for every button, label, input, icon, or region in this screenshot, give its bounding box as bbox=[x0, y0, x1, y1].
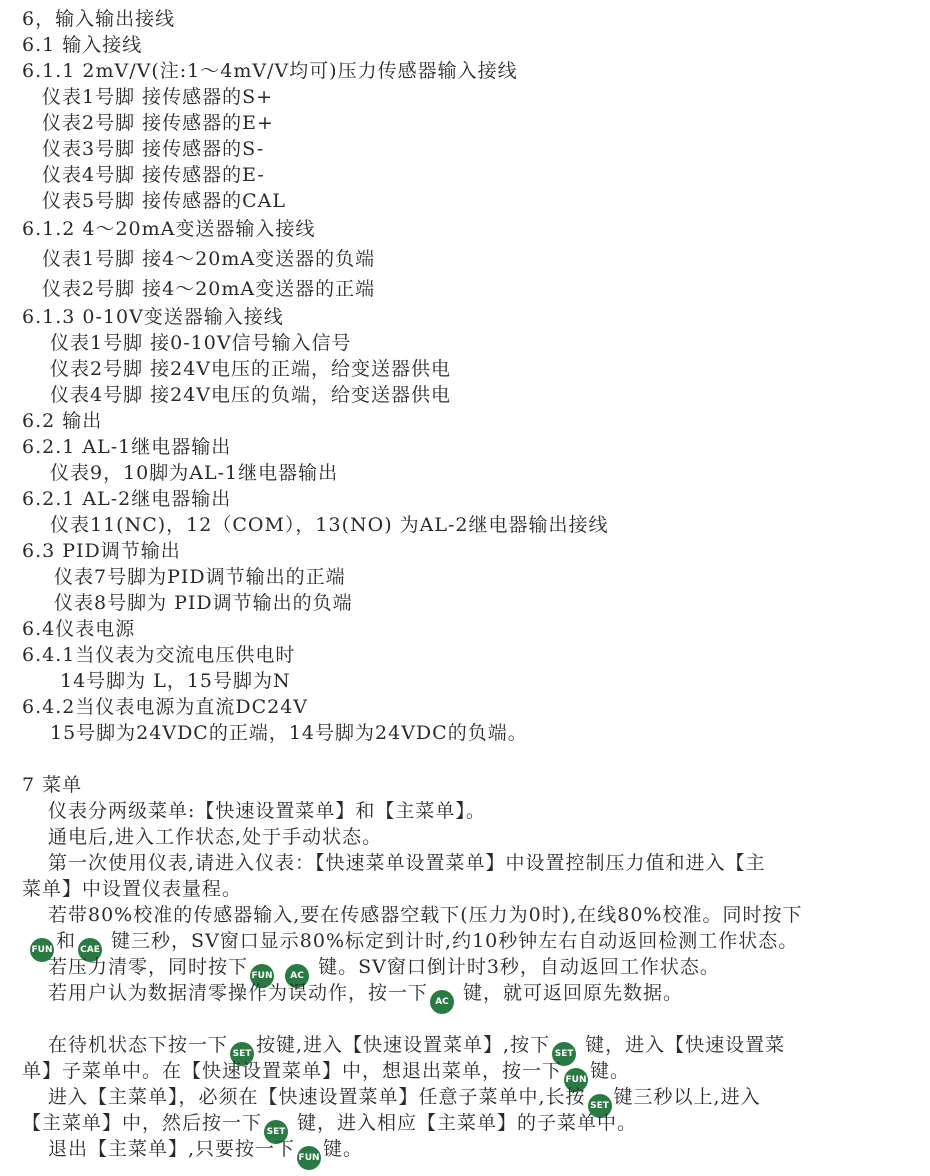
text-line: 仪表7号脚为PID调节输出的正端 bbox=[54, 566, 346, 588]
text-span: 若用户认为数据清零操作为误动作，按一下 bbox=[48, 982, 429, 1004]
fun-key-icon: FUN bbox=[564, 1068, 588, 1092]
set-key-icon: SET bbox=[552, 1042, 576, 1066]
section-6-2-heading: 6.2 输出 bbox=[22, 410, 103, 432]
text-span: 键。 bbox=[323, 1138, 364, 1160]
text-span: 按键,进入【快速设置菜单】,按下 bbox=[256, 1034, 551, 1056]
text-span: 键，进入【快速设置菜 bbox=[578, 1034, 786, 1056]
text-line: 仪表1号脚 接4～20mA变送器的负端 bbox=[42, 248, 376, 270]
section-6-3-heading: 6.3 PID调节输出 bbox=[22, 540, 181, 562]
text-line: 仪表8号脚为 PID调节输出的负端 bbox=[54, 592, 353, 614]
text-line bbox=[48, 981, 683, 1014]
section-6-4-2-heading: 6.4.2当仪表电源为直流DC24V bbox=[22, 696, 309, 718]
section-6-1-2-heading: 6.1.2 4～20mA变送器输入接线 bbox=[22, 218, 316, 240]
text-line: 仪表2号脚 接传感器的E+ bbox=[42, 112, 274, 134]
text-span: 若压力清零，同时按下 bbox=[48, 956, 249, 978]
text-line: 仪表1号脚 接传感器的S+ bbox=[42, 86, 274, 108]
section-6-1-heading: 6.1 输入接线 bbox=[22, 34, 143, 56]
text-line: 仪表4号脚 接传感器的E- bbox=[42, 164, 265, 186]
text-span: 退出【主菜单】,只要按一下 bbox=[48, 1138, 296, 1160]
text-line: 仪表分两级菜单:【快速设置菜单】和【主菜单】。 bbox=[48, 800, 486, 822]
text-span: 键三秒以上,进入 bbox=[613, 1086, 761, 1108]
text-span: 在待机状态下按一下 bbox=[48, 1034, 229, 1056]
fun-key-icon: FUN bbox=[30, 938, 54, 962]
text-line: 仪表1号脚 接0-10V信号输入信号 bbox=[50, 332, 352, 354]
text-line: 仪表9，10脚为AL-1继电器输出 bbox=[50, 462, 339, 484]
section-6-4-heading: 6.4仪表电源 bbox=[22, 618, 136, 640]
text-line: 14号脚为 L，15号脚为N bbox=[60, 670, 291, 692]
section-6-2-1b-heading: 6.2.1 AL-2继电器输出 bbox=[22, 488, 232, 510]
text-span: 键，就可返回原先数据。 bbox=[456, 982, 684, 1004]
ac-key-icon: AC bbox=[285, 964, 309, 988]
text-span: 【主菜单】中，然后按一下 bbox=[22, 1112, 263, 1134]
text-line: 仪表2号脚 接24V电压的正端，给变送器供电 bbox=[50, 358, 452, 380]
text-span: 和 bbox=[56, 930, 77, 952]
text-line: 仪表11(NC)，12（COM），13(NO) 为AL-2继电器输出接线 bbox=[50, 514, 609, 536]
text-span: 键，进入相应【主菜单】的子菜单中。 bbox=[290, 1112, 638, 1134]
section-6-2-1-heading: 6.2.1 AL-1继电器输出 bbox=[22, 436, 232, 458]
text-line: 仪表2号脚 接4～20mA变送器的正端 bbox=[42, 278, 376, 300]
text-line: 仪表4号脚 接24V电压的负端，给变送器供电 bbox=[50, 384, 452, 406]
text-line: 通电后,进入工作状态,处于手动状态。 bbox=[48, 826, 383, 848]
section-7-heading: 7 菜单 bbox=[22, 774, 83, 796]
fun-key-icon: FUN bbox=[297, 1146, 321, 1170]
text-line: 仪表3号脚 接传感器的S- bbox=[42, 138, 265, 160]
text-line bbox=[48, 1137, 363, 1170]
section-6-4-1-heading: 6.4.1当仪表为交流电压供电时 bbox=[22, 644, 296, 666]
section-6-heading: 6，输入输出接线 bbox=[22, 8, 176, 30]
text-line: 15号脚为24VDC的正端，14号脚为24VDC的负端。 bbox=[50, 722, 528, 744]
cae-key-icon: CAE bbox=[78, 938, 102, 962]
set-key-icon: SET bbox=[264, 1120, 288, 1144]
text-line: 若带80%校准的传感器输入,要在传感器空载下(压力为0时),在线80%校准。同时按下 bbox=[48, 904, 803, 926]
set-key-icon: SET bbox=[230, 1042, 254, 1066]
text-span: 键。 bbox=[590, 1060, 631, 1082]
text-line: 仪表5号脚 接传感器的CAL bbox=[42, 190, 287, 212]
section-6-1-1-heading: 6.1.1 2mV/V(注:1～4mV/V均可)压力传感器输入接线 bbox=[22, 60, 518, 82]
fun-key-icon: FUN bbox=[250, 964, 274, 988]
text-span: 进入【主菜单】，必须在【快速设置菜单】任意子菜单中,长按 bbox=[48, 1086, 586, 1108]
section-6-1-3-heading: 6.1.3 0-10V变送器输入接线 bbox=[22, 306, 284, 328]
text-span: 键。SV窗口倒计时3秒，自动返回工作状态。 bbox=[311, 956, 720, 978]
text-line: 菜单】中设置仪表量程。 bbox=[22, 878, 243, 900]
ac-key-icon: AC bbox=[430, 990, 454, 1014]
set-key-icon: SET bbox=[588, 1094, 612, 1118]
text-span: 单】子菜单中。在【快速设置菜单】中，想退出菜单，按一下 bbox=[22, 1060, 563, 1082]
text-line: 第一次使用仪表,请进入仪表：【快速菜单设置菜单】中设置控制压力值和进入【主 bbox=[48, 852, 766, 874]
text-span: 键三秒，SV窗口显示80%标定到计时,约10秒钟左右自动返回检测工作状态。 bbox=[104, 930, 799, 952]
